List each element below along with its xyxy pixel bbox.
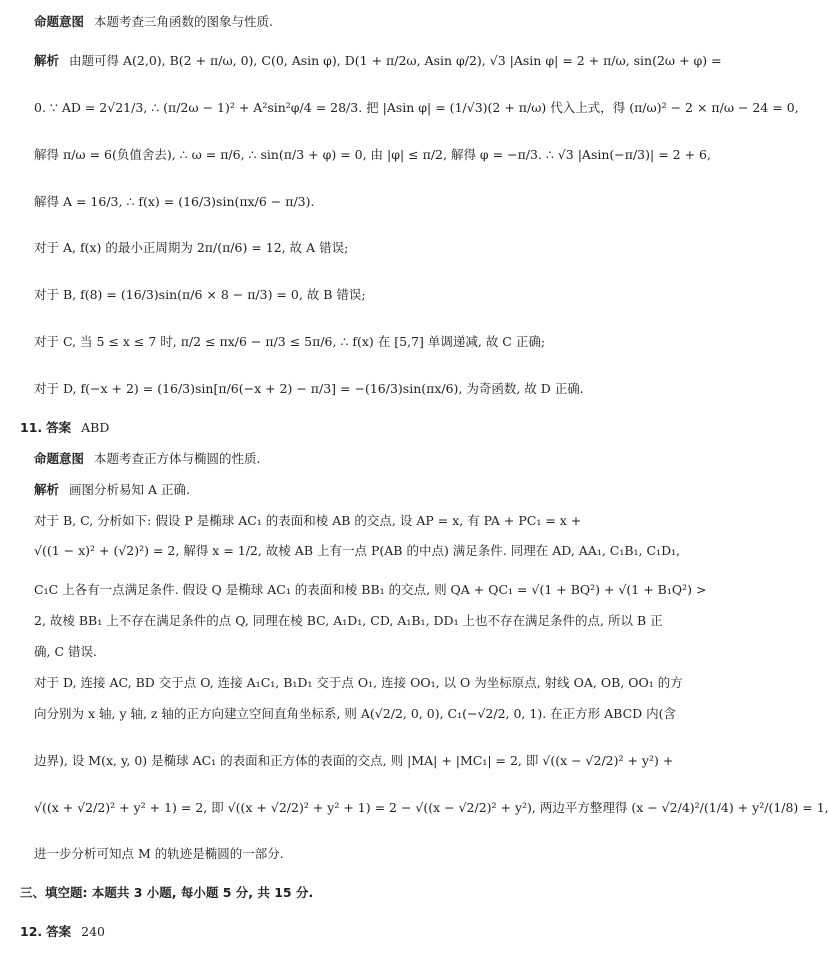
q12-number: 12. bbox=[20, 924, 43, 940]
q11-line-5: 确, C 错误. bbox=[34, 644, 97, 659]
q10-intent-label: 命题意图 bbox=[34, 14, 85, 29]
q10-analysis-line-4: 解得 A = 16/3, ∴ f(x) = (16/3)sin(πx/6 − π/3). bbox=[34, 193, 315, 209]
q10-intent-text: 本题考查三角函数的图象与性质. bbox=[94, 14, 273, 29]
q10-intent bbox=[34, 14, 670, 31]
q10-option-a: 对于 A, f(x) 的最小正周期为 2π/(π/6) = 12, 故 A 错误; bbox=[34, 240, 349, 256]
q11-number: 11. bbox=[20, 419, 43, 435]
q11-analysis-first-text: 画图分析易知 A 正确. bbox=[69, 481, 190, 497]
q10-analysis-line-3: 解得 π/ω = 6(负值舍去), ∴ ω = π/6, ∴ sin(π/3 + φ) = 0, 由 |φ| ≤ π/2, 解得 φ = −π/3. ∴ √3 |Asin(−π/3)| = 2 + 6, bbox=[34, 146, 711, 162]
q11-answer: ABD bbox=[81, 419, 110, 435]
q11-line-6: 对于 D, 连接 AC, BD 交于点 O, 连接 A₁C₁, B₁D₁ 交于点 O₁, 连接 OO₁, 以 O 为坐标原点, 射线 OA, OB, OO₁ 的方 bbox=[34, 674, 683, 690]
q11-analysis-first bbox=[34, 482, 670, 499]
q10-analysis-line-2: 0. ∵ AD = 2√21/3, ∴ (π/2ω − 1)² + A²sin²φ/4 = 28/3. 把 |Asin φ| = (1/√3)(2 + π/ω) 代入上式，得 (π/ω)² − 2 × π/ω − 24 = 0, bbox=[34, 99, 799, 115]
q10-option-d: 对于 D, f(−x + 2) = (16/3)sin[π/6(−x + 2) − π/3] = −(16/3)sin(πx/6), 为奇函数, 故 D 正确. bbox=[34, 381, 584, 396]
q11-line-8: 边界), 设 M(x, y, 0) 是椭球 AC₁ 的表面和正方体的表面的交点, 则 |MA| + |MC₁| = 2, 即 √((x − √2/2)² + y²) + bbox=[34, 752, 674, 768]
q10-block bbox=[34, 14, 799, 398]
q11-intent-label: 命题意图 bbox=[34, 450, 85, 466]
q11-line-10: 进一步分析可知点 M 的轨迹是椭圆的一部分. bbox=[34, 846, 284, 862]
q11-block bbox=[20, 419, 829, 863]
q11-line-7: 向分别为 x 轴, y 轴, z 轴的正方向建立空间直角坐标系, 则 A(√2/2, 0, 0), C₁(−√2/2, 0, 1). 在正方形 ABCD 内(含 bbox=[34, 705, 676, 721]
q10-line-text: 由题可得 A(2,0), B(2 + π/ω, 0), C(0, Asin φ), D(1 + π/2ω, Asin φ/2), √3 |Asin φ| = 2 + π/ω, sin(2ω + φ) = bbox=[69, 52, 722, 68]
q10-option-b: 对于 B, f(8) = (16/3)sin(π/6 × 8 − π/3) = 0, 故 B 错误; bbox=[34, 287, 366, 303]
q12-answer: 240 bbox=[81, 924, 106, 940]
q11-line-3: C₁C 上各有一点满足条件. 假设 Q 是椭球 AC₁ 的表面和棱 BB₁ 的交点, 则 QA + QC₁ = √(1 + BQ²) + √(1 + B₁Q²) > bbox=[34, 582, 707, 598]
q10-analysis-line-1 bbox=[34, 52, 722, 70]
q11-intent-text: 本题考查正方体与椭圆的性质. bbox=[94, 450, 261, 466]
q11-analysis-label: 解析 bbox=[34, 481, 60, 497]
q12-answer-line bbox=[20, 924, 670, 941]
q11-answer-label: 答案 bbox=[46, 419, 72, 435]
q11-line-1: 对于 B, C, 分析如下: 假设 P 是椭球 AC₁ 的表面和棱 AB 的交点, 设 AP = x, 有 PA + PC₁ = x + bbox=[34, 512, 582, 528]
section-3-heading bbox=[20, 885, 670, 902]
q12-answer-label: 答案 bbox=[46, 924, 72, 940]
section-3-text: 三、填空题: 本题共 3 小题, 每小题 5 分, 共 15 分. bbox=[20, 885, 314, 901]
q11-line-9: √((x + √2/2)² + y² + 1) = 2, 即 √((x + √2/2)² + y² + 1) = 2 − √((x − √2/2)² + y²), 两边平方整理得 (x − √2/4)²/(1/4) + y²/(1/8) = 1, bbox=[34, 799, 829, 815]
q10-analysis-label: 解析 bbox=[34, 52, 60, 68]
q11-intent bbox=[34, 451, 670, 468]
q11-answer-line bbox=[20, 420, 670, 437]
q11-line-2: √((1 − x)² + (√2)²) = 2, 解得 x = 1/2, 故棱 AB 上有一点 P(AB 的中点) 满足条件. 同理在 AD, AA₁, C₁B₁, C₁D₁, bbox=[34, 543, 681, 559]
q10-option-c: 对于 C, 当 5 ≤ x ≤ 7 时, π/2 ≤ πx/6 − π/3 ≤ 5π/6, ∴ f(x) 在 [5,7] 单调递减, 故 C 正确; bbox=[34, 334, 546, 350]
q11-line-4: 2, 故棱 BB₁ 上不存在满足条件的点 Q, 同理在棱 BC, A₁D₁, CD, A₁B₁, DD₁ 上也不存在满足条件的点, 所以 B 正 bbox=[34, 613, 663, 629]
